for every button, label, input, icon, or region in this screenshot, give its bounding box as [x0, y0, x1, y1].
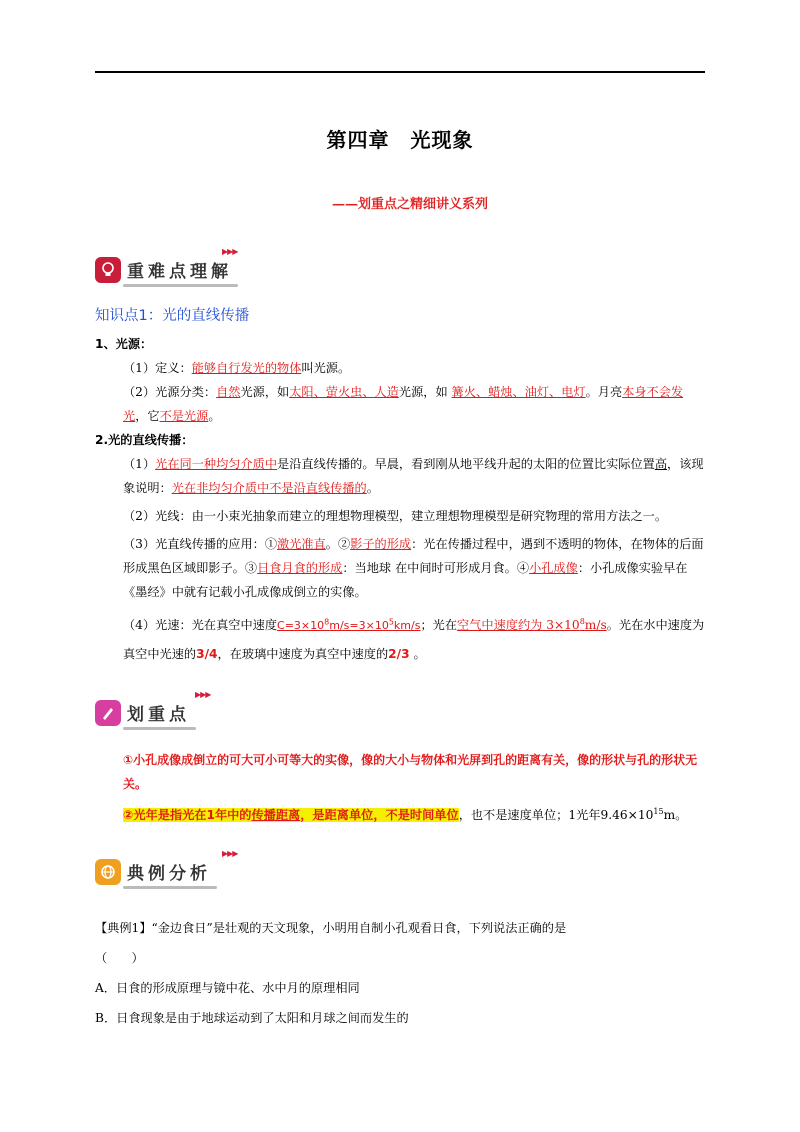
- option-a: A．日食的形成原理与镜中花、水中月的原理相同: [95, 981, 360, 995]
- light-source-section: [95, 332, 707, 428]
- knowledge-point-title: 知识点1：光的直线传播: [95, 308, 250, 324]
- globe-icon: [95, 859, 121, 885]
- paragraph: （3）光直线传播的应用：①激光准直。②影子的形成：光在传播过程中，遇到不透明的物体，在物体的后面形成黑色区域即影子。③日食月食的形成：当地球 在中间时可形成月食。④小孔成像：小孔成像实验早在《墨经》中就有记载小孔成像成倒立的实像。: [123, 537, 704, 599]
- banner-label: 重难点理解: [127, 257, 232, 284]
- section-banner-key-points: [95, 247, 238, 286]
- option-b: B．日食现象是由于地球运动到了太阳和月球之间而发生的: [95, 1011, 409, 1025]
- section-banner-examples: [95, 849, 238, 888]
- banner-label: 划重点: [127, 700, 190, 727]
- paragraph: （1）光在同一种均匀介质中是沿直线传播的。早晨，看到刚从地平线升起的太阳的位置比实际位置高，该现象说明：光在非均匀介质中不是沿直线传播的。: [123, 457, 704, 495]
- example-section: [95, 913, 707, 1033]
- keypoint-2: ②光年是指光在1年中的传播距离，是距离单位，不是时间单位，也不是速度单位；1光年$9.46\times 10^{15}m$。: [123, 807, 688, 823]
- paragraph: （2）光线：由一小束光抽象而建立的理想物理模型，建立理想物理模型是研究物理的常用方法之一。: [123, 509, 668, 523]
- section-banner-highlights: [95, 690, 211, 729]
- banner-label: 典例分析: [127, 859, 211, 886]
- paragraph: （4）光速：光在真空中速度$C=3\times 10^8m/s=3\times 10^5km/s$；光在空气中速度约为 $3\times 10^8m/s$。光在水中速度为真空中光速的3/4，在玻璃中速度为真空中速度的2/3 。: [123, 617, 705, 662]
- paragraph: （1）定义：能够自行发光的物体叫光源。: [123, 361, 351, 375]
- lightbulb-icon: [95, 257, 121, 283]
- arrows-icon: ▶▶▶: [222, 247, 238, 256]
- highlight-section: [95, 748, 707, 827]
- arrows-icon: ▶▶▶: [222, 849, 238, 858]
- header-rule: [95, 71, 705, 73]
- paragraph: （2）光源分类：自然光源，如太阳、萤火虫、人造光源，如 篝火、蜡烛、油灯、电灯。月亮本身不会发光，它不是光源。: [123, 385, 684, 423]
- section-heading: 2.光的直线传播：: [95, 433, 194, 447]
- pen-icon: [95, 700, 121, 726]
- answer-paren: （ ）: [95, 951, 144, 965]
- page-subtitle: ——划重点之精细讲义系列: [331, 197, 488, 212]
- arrows-icon: ▶▶▶: [195, 690, 211, 699]
- page-title: 第四章 光现象: [326, 128, 474, 152]
- section-heading: 1、光源：: [95, 337, 153, 351]
- propagation-section: [95, 428, 707, 668]
- example-question: 【典例1】“金边食日”是壮观的天文现象，小明用自制小孔观看日食，下列说法正确的是: [95, 921, 567, 935]
- keypoint-1: ①小孔成像成倒立的可大可小可等大的实像，像的大小与物体和光屏到孔的距离有关，像的形状与孔的形状无关。: [123, 753, 698, 791]
